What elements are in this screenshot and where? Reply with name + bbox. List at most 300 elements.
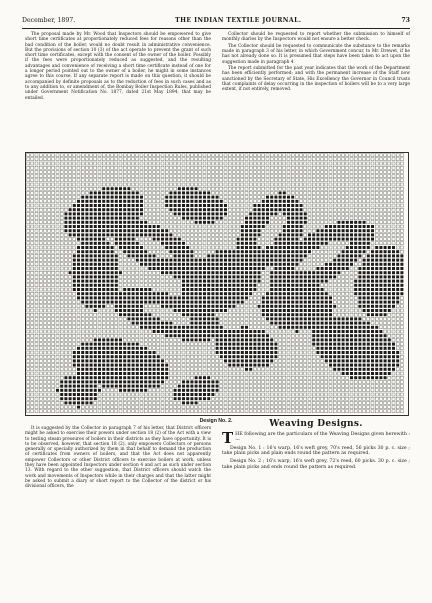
design-cell-empty	[39, 309, 42, 312]
design-cell-filled	[123, 364, 126, 367]
design-cell-empty	[308, 217, 311, 220]
design-cell-empty	[195, 246, 198, 249]
design-cell-empty	[43, 183, 46, 186]
design-cell-empty	[31, 364, 34, 367]
design-cell-filled	[333, 267, 336, 270]
design-cell-empty	[31, 179, 34, 182]
design-cell-filled	[384, 288, 387, 291]
design-cell-filled	[329, 271, 332, 274]
design-cell-empty	[182, 317, 185, 320]
design-cell-filled	[123, 212, 126, 215]
design-cell-empty	[287, 376, 290, 379]
design-cell-filled	[253, 364, 256, 367]
design-cell-empty	[27, 334, 30, 337]
design-cell-filled	[367, 305, 370, 308]
design-cell-filled	[358, 334, 361, 337]
design-cell-empty	[48, 322, 51, 325]
design-cell-filled	[304, 221, 307, 224]
design-cell-empty	[48, 166, 51, 169]
design-cell-empty	[174, 385, 177, 388]
design-cell-filled	[384, 296, 387, 299]
design-cell-empty	[384, 229, 387, 232]
design-cell-empty	[31, 191, 34, 194]
design-cell-empty	[27, 250, 30, 253]
design-cell-filled	[224, 250, 227, 253]
design-cell-filled	[77, 372, 80, 375]
design-cell-empty	[304, 204, 307, 207]
design-cell-empty	[43, 359, 46, 362]
design-cell-filled	[81, 271, 84, 274]
design-cell-empty	[52, 229, 55, 232]
design-cell-empty	[56, 191, 59, 194]
design-cell-filled	[262, 355, 265, 358]
design-cell-filled	[77, 385, 80, 388]
design-cell-filled	[127, 238, 130, 241]
design-cell-filled	[300, 229, 303, 232]
design-cell-filled	[291, 305, 294, 308]
design-cell-empty	[73, 154, 76, 157]
design-cell-filled	[102, 355, 105, 358]
design-cell-filled	[98, 364, 101, 367]
design-cell-empty	[232, 200, 235, 203]
design-cell-empty	[333, 296, 336, 299]
design-cell-filled	[123, 301, 126, 304]
design-cell-empty	[300, 179, 303, 182]
design-cell-empty	[174, 372, 177, 375]
design-cell-filled	[127, 246, 130, 249]
design-cell-empty	[85, 154, 88, 157]
design-cell-empty	[262, 166, 265, 169]
design-cell-empty	[367, 208, 370, 211]
design-cell-empty	[329, 200, 332, 203]
design-cell-empty	[228, 208, 231, 211]
design-cell-filled	[127, 372, 130, 375]
design-cell-filled	[279, 233, 282, 236]
design-cell-filled	[237, 364, 240, 367]
design-cell-empty	[106, 238, 109, 241]
design-cell-filled	[295, 305, 298, 308]
design-cell-filled	[321, 288, 324, 291]
design-cell-empty	[325, 204, 328, 207]
design-cell-filled	[224, 267, 227, 270]
design-cell-empty	[342, 179, 345, 182]
design-cell-filled	[186, 204, 189, 207]
design-cell-filled	[291, 221, 294, 224]
design-cell-empty	[148, 347, 151, 350]
design-cell-filled	[379, 334, 382, 337]
design-cell-filled	[371, 359, 374, 362]
design-cell-empty	[148, 212, 151, 215]
design-cell-empty	[333, 166, 336, 169]
design-cell-empty	[182, 364, 185, 367]
design-cell-filled	[367, 288, 370, 291]
design-cell-filled	[375, 267, 378, 270]
design-cell-filled	[165, 267, 168, 270]
design-cell-empty	[216, 170, 219, 173]
page-number: 73	[401, 16, 410, 24]
design-cell-empty	[60, 372, 63, 375]
design-cell-filled	[291, 288, 294, 291]
design-cell-empty	[94, 326, 97, 329]
design-cell-empty	[253, 313, 256, 316]
design-cell-empty	[358, 196, 361, 199]
design-cell-empty	[232, 212, 235, 215]
design-cell-empty	[85, 330, 88, 333]
design-cell-filled	[262, 309, 265, 312]
design-cell-filled	[396, 254, 399, 257]
design-cell-filled	[363, 280, 366, 283]
design-cell-filled	[384, 254, 387, 257]
design-cell-empty	[325, 376, 328, 379]
design-cell-filled	[321, 330, 324, 333]
design-cell-empty	[199, 175, 202, 178]
design-cell-empty	[342, 162, 345, 165]
design-cell-empty	[186, 322, 189, 325]
design-cell-filled	[94, 380, 97, 383]
design-cell-filled	[333, 229, 336, 232]
design-cell-filled	[396, 301, 399, 304]
design-cell-filled	[69, 233, 72, 236]
design-cell-filled	[304, 313, 307, 316]
design-cell-empty	[94, 183, 97, 186]
design-cell-empty	[73, 200, 76, 203]
design-cell-filled	[102, 372, 105, 375]
design-cell-filled	[73, 380, 76, 383]
design-cell-empty	[262, 196, 265, 199]
design-cell-empty	[375, 208, 378, 211]
design-cell-empty	[384, 196, 387, 199]
design-cell-empty	[43, 326, 46, 329]
design-cell-empty	[31, 385, 34, 388]
design-cell-filled	[354, 364, 357, 367]
design-cell-filled	[279, 254, 282, 257]
design-cell-empty	[312, 359, 315, 362]
design-cell-empty	[123, 322, 126, 325]
design-cell-filled	[279, 238, 282, 241]
design-cell-empty	[392, 334, 395, 337]
design-cell-filled	[283, 196, 286, 199]
design-cell-empty	[312, 158, 315, 161]
design-cell-filled	[262, 359, 265, 362]
design-cell-filled	[283, 271, 286, 274]
design-cell-empty	[249, 191, 252, 194]
design-cell-filled	[312, 305, 315, 308]
design-cell-filled	[321, 309, 324, 312]
design-cell-filled	[337, 254, 340, 257]
design-cell-empty	[48, 158, 51, 161]
design-cell-empty	[216, 233, 219, 236]
design-cell-filled	[367, 355, 370, 358]
design-cell-empty	[69, 301, 72, 304]
design-cell-empty	[35, 259, 38, 262]
design-cell-filled	[266, 338, 269, 341]
design-cell-filled	[312, 292, 315, 295]
design-cell-filled	[211, 292, 214, 295]
design-cell-filled	[367, 309, 370, 312]
design-cell-filled	[203, 338, 206, 341]
design-cell-empty	[316, 162, 319, 165]
design-cell-filled	[321, 292, 324, 295]
design-cell-empty	[132, 259, 135, 262]
design-cell-empty	[144, 183, 147, 186]
design-cell-filled	[321, 271, 324, 274]
design-cell-empty	[178, 280, 181, 283]
design-cell-filled	[195, 380, 198, 383]
design-cell-empty	[287, 359, 290, 362]
design-cell-empty	[169, 368, 172, 371]
design-cell-empty	[224, 372, 227, 375]
design-cell-filled	[203, 212, 206, 215]
design-cell-empty	[258, 154, 261, 157]
design-cell-filled	[98, 191, 101, 194]
design-cell-empty	[178, 380, 181, 383]
design-cell-empty	[98, 175, 101, 178]
design-cell-filled	[186, 305, 189, 308]
design-cell-empty	[329, 175, 332, 178]
design-cell-empty	[388, 187, 391, 190]
design-cell-filled	[295, 233, 298, 236]
design-cell-filled	[199, 338, 202, 341]
design-cell-filled	[283, 250, 286, 253]
design-cell-filled	[316, 229, 319, 232]
design-cell-empty	[90, 317, 93, 320]
design-cell-filled	[316, 322, 319, 325]
design-cell-filled	[384, 250, 387, 253]
design-cell-empty	[31, 166, 34, 169]
design-cell-empty	[157, 313, 160, 316]
design-cell-empty	[354, 158, 357, 161]
design-cell-empty	[106, 313, 109, 316]
design-cell-filled	[123, 229, 126, 232]
design-cell-filled	[258, 204, 261, 207]
design-cell-filled	[106, 343, 109, 346]
design-cell-filled	[123, 347, 126, 350]
design-cell-filled	[312, 296, 315, 299]
design-cell-filled	[85, 217, 88, 220]
design-cell-filled	[388, 280, 391, 283]
design-cell-empty	[48, 238, 51, 241]
design-cell-empty	[287, 158, 290, 161]
design-cell-empty	[123, 267, 126, 270]
design-cell-filled	[245, 259, 248, 262]
design-cell-filled	[165, 296, 168, 299]
design-cell-empty	[153, 271, 156, 274]
design-cell-empty	[350, 170, 353, 173]
design-cell-empty	[60, 233, 63, 236]
design-cell-filled	[211, 301, 214, 304]
design-cell-empty	[52, 254, 55, 257]
design-cell-empty	[300, 175, 303, 178]
design-cell-filled	[329, 275, 332, 278]
design-cell-empty	[153, 347, 156, 350]
design-cell-empty	[241, 212, 244, 215]
design-cell-empty	[165, 183, 168, 186]
design-cell-empty	[52, 343, 55, 346]
design-cell-filled	[136, 305, 139, 308]
design-cell-empty	[60, 296, 63, 299]
design-cell-empty	[73, 343, 76, 346]
design-cell-empty	[165, 280, 168, 283]
design-cell-filled	[337, 326, 340, 329]
design-cell-filled	[220, 275, 223, 278]
design-cell-empty	[312, 217, 315, 220]
design-cell-empty	[140, 334, 143, 337]
design-cell-filled	[182, 212, 185, 215]
design-cell-filled	[253, 351, 256, 354]
design-cell-empty	[60, 288, 63, 291]
design-cell-filled	[136, 322, 139, 325]
design-cell-empty	[60, 351, 63, 354]
design-cell-filled	[94, 376, 97, 379]
design-cell-empty	[400, 217, 403, 220]
design-cell-filled	[274, 309, 277, 312]
design-cell-empty	[140, 179, 143, 182]
design-cell-filled	[325, 305, 328, 308]
design-cell-empty	[35, 275, 38, 278]
design-cell-filled	[321, 238, 324, 241]
design-cell-filled	[169, 200, 172, 203]
design-cell-empty	[237, 187, 240, 190]
design-cell-filled	[203, 275, 206, 278]
design-cell-empty	[241, 183, 244, 186]
design-cell-empty	[367, 154, 370, 157]
design-cell-empty	[140, 284, 143, 287]
design-cell-empty	[161, 225, 164, 228]
design-cell-empty	[308, 170, 311, 173]
design-cell-empty	[186, 179, 189, 182]
design-cell-empty	[253, 154, 256, 157]
design-cell-empty	[371, 317, 374, 320]
design-cell-empty	[43, 351, 46, 354]
design-cell-filled	[81, 275, 84, 278]
design-cell-filled	[274, 242, 277, 245]
design-cell-empty	[308, 364, 311, 367]
design-cell-filled	[295, 280, 298, 283]
design-cell-empty	[98, 187, 101, 190]
design-cell-empty	[287, 191, 290, 194]
design-cell-empty	[48, 271, 51, 274]
design-cell-empty	[64, 275, 67, 278]
design-cell-empty	[396, 322, 399, 325]
design-cell-empty	[333, 191, 336, 194]
design-cell-empty	[35, 217, 38, 220]
design-cell-filled	[106, 301, 109, 304]
design-cell-filled	[123, 372, 126, 375]
design-cell-empty	[178, 343, 181, 346]
design-cell-filled	[203, 263, 206, 266]
design-cell-empty	[169, 212, 172, 215]
design-cell-empty	[321, 217, 324, 220]
design-cell-filled	[287, 229, 290, 232]
design-cell-empty	[392, 183, 395, 186]
design-cell-filled	[81, 204, 84, 207]
design-cell-filled	[106, 191, 109, 194]
design-cell-filled	[136, 200, 139, 203]
design-cell-empty	[27, 154, 30, 157]
design-cell-filled	[224, 296, 227, 299]
design-cell-empty	[35, 158, 38, 161]
design-cell-empty	[388, 238, 391, 241]
design-cell-filled	[169, 305, 172, 308]
design-cell-filled	[270, 296, 273, 299]
design-cell-filled	[312, 246, 315, 249]
design-cell-empty	[35, 322, 38, 325]
design-cell-empty	[207, 187, 210, 190]
design-cell-empty	[56, 309, 59, 312]
design-cell-filled	[384, 259, 387, 262]
design-cell-filled	[153, 355, 156, 358]
design-cell-empty	[203, 175, 206, 178]
design-cell-empty	[220, 368, 223, 371]
design-cell-empty	[329, 368, 332, 371]
design-cell-filled	[245, 284, 248, 287]
design-cell-empty	[35, 326, 38, 329]
design-cell-filled	[274, 246, 277, 249]
design-cell-filled	[69, 208, 72, 211]
design-cell-empty	[48, 334, 51, 337]
design-cell-empty	[363, 183, 366, 186]
design-cell-filled	[371, 364, 374, 367]
design-cell-empty	[56, 330, 59, 333]
design-cell-empty	[384, 179, 387, 182]
design-cell-empty	[283, 221, 286, 224]
design-cell-filled	[266, 217, 269, 220]
design-cell-empty	[245, 305, 248, 308]
design-cell-filled	[216, 301, 219, 304]
design-cell-filled	[291, 229, 294, 232]
design-cell-filled	[207, 376, 210, 379]
design-cell-empty	[249, 196, 252, 199]
design-cell-empty	[60, 225, 63, 228]
design-cell-empty	[245, 179, 248, 182]
design-cell-empty	[48, 187, 51, 190]
design-cell-empty	[388, 179, 391, 182]
design-cell-empty	[224, 364, 227, 367]
design-cell-empty	[85, 309, 88, 312]
design-cell-filled	[241, 351, 244, 354]
design-cell-empty	[94, 154, 97, 157]
design-cell-filled	[111, 372, 114, 375]
design-cell-filled	[123, 355, 126, 358]
design-cell-empty	[161, 313, 164, 316]
design-cell-filled	[106, 263, 109, 266]
design-cell-empty	[220, 238, 223, 241]
design-cell-empty	[228, 170, 231, 173]
design-cell-filled	[342, 334, 345, 337]
design-cell-filled	[211, 259, 214, 262]
design-cell-empty	[358, 158, 361, 161]
design-cell-empty	[312, 191, 315, 194]
design-cell-empty	[77, 313, 80, 316]
design-cell-empty	[90, 309, 93, 312]
design-cell-filled	[232, 347, 235, 350]
design-cell-empty	[371, 191, 374, 194]
design-cell-empty	[56, 175, 59, 178]
design-cell-filled	[115, 338, 118, 341]
design-cell-empty	[241, 204, 244, 207]
design-cell-filled	[153, 372, 156, 375]
design-cell-empty	[258, 313, 261, 316]
design-cell-empty	[35, 334, 38, 337]
design-cell-filled	[178, 301, 181, 304]
design-cell-filled	[216, 267, 219, 270]
design-cell-empty	[400, 309, 403, 312]
design-cell-filled	[295, 217, 298, 220]
design-cell-filled	[321, 305, 324, 308]
design-cell-empty	[186, 347, 189, 350]
design-cell-filled	[111, 351, 114, 354]
design-cell-empty	[43, 242, 46, 245]
